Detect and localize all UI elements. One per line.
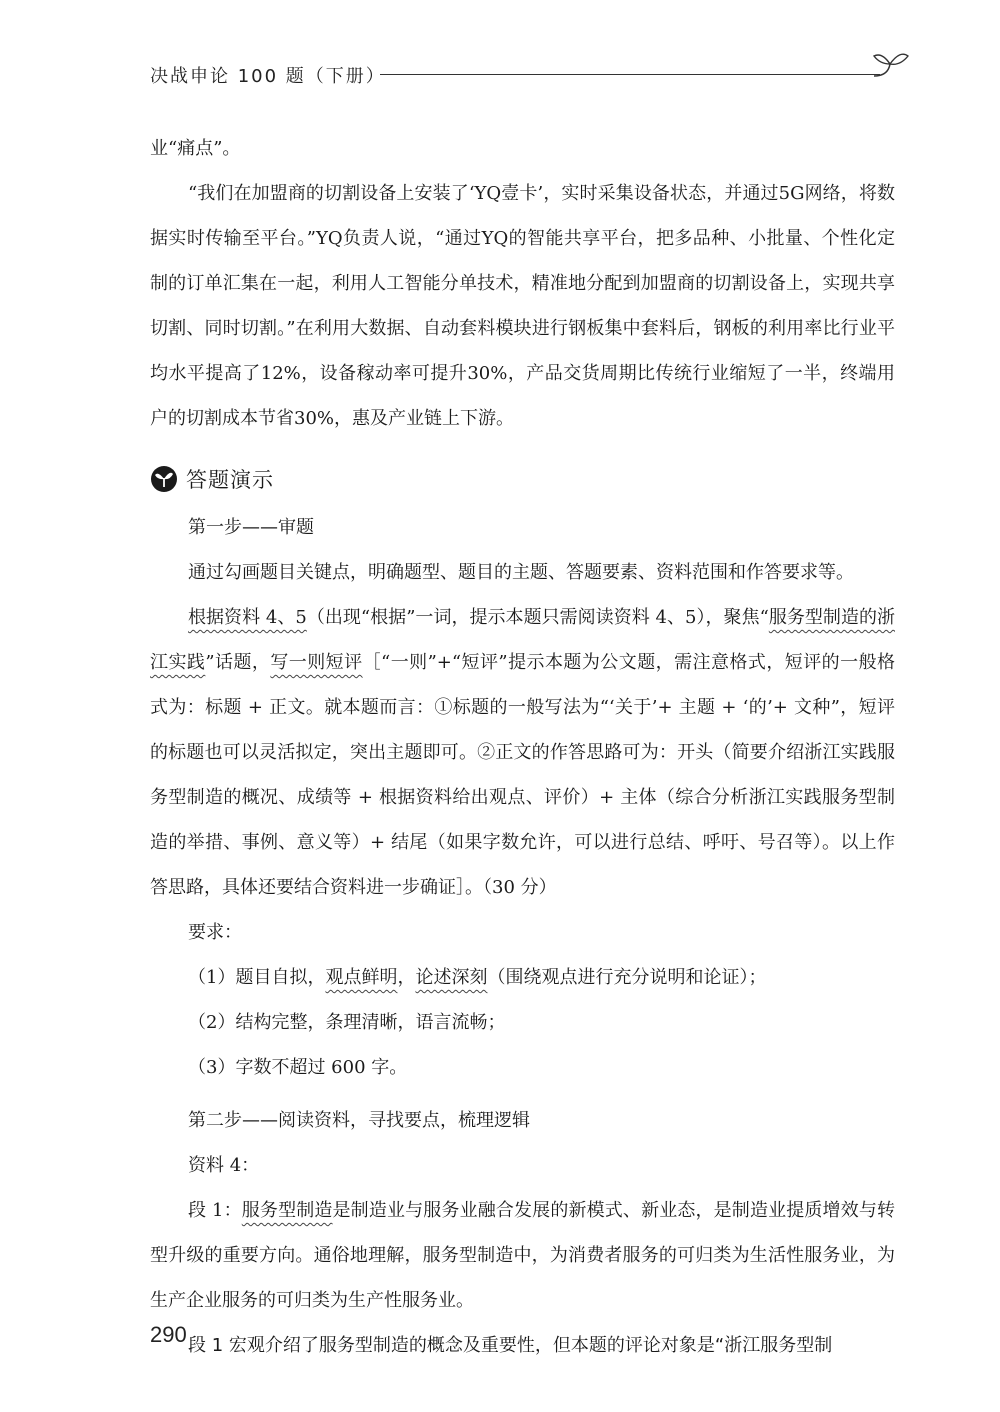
- page-number: 290: [150, 1322, 187, 1347]
- header-rule: [380, 74, 880, 75]
- paragraph-yq-platform: “我们在加盟商的切割设备上安装了‘YQ壹卡’，实时采集设备状态，并通过5G网络，将数据实时传输至平台。”YQ负责人说，“通过YQ的智能共享平台，把多品种、小批量、个性化定制的订单汇集在一起，利用人工智能分单技术，精准地分配到加盟商的切割设备上，实现共享切割、同时切割。”在利用大数据、自动套料模块进行钢板集中套料后，钢板的利用率比行业平均水平提高了12%，设备稼动率可提升30%，产品交货周期比传统行业缩短了一半，终端用户的切割成本节省30%，惠及产业链上下游。: [150, 183, 895, 429]
- keypoint-clear-view: 观点鲜明: [325, 967, 398, 988]
- running-header: [150, 56, 910, 96]
- requirement-2: （2）结构完整，条理清晰，语言流畅；: [188, 1012, 506, 1033]
- keypoint-service-manufacturing: 服务型制造: [241, 1200, 333, 1221]
- step1-title: 第一步——审题: [188, 517, 314, 538]
- sprout-icon: [870, 46, 910, 82]
- requirements-label: 要求：: [188, 922, 242, 943]
- keypoint-material-range: 根据资料 4、5: [188, 607, 307, 628]
- step1-intro: 通过勾画题目关键点，明确题型、题目的主题、答题要素、资料范围和作答要求等。: [188, 562, 854, 583]
- question-text: [150, 595, 895, 910]
- paragraph-label: 段 1：: [188, 1200, 242, 1221]
- section-title: 答题演示: [186, 468, 274, 492]
- question-segment: ”话题，: [205, 652, 271, 673]
- keypoint-deep-argument: 论述深刻: [415, 967, 488, 988]
- leaf-badge-icon: [150, 465, 178, 493]
- question-segment: （出现“根据”一词，提示本题只需阅读资料 4、5），聚焦“: [306, 607, 769, 628]
- page-body: [150, 126, 895, 1368]
- section-heading: [150, 459, 895, 499]
- material-paragraph-1: [150, 1188, 895, 1323]
- book-title: 决战申论 100 题（下册）: [150, 66, 386, 87]
- keypoint-task: 写一则短评: [270, 652, 363, 673]
- requirement-segment: （1）题目自拟，: [188, 967, 326, 988]
- keypoint-topic: 服务型制造的浙江实践: [150, 607, 895, 673]
- step2-title: 第二步——阅读资料，寻找要点，梳理逻辑: [188, 1110, 530, 1131]
- requirement-1: [150, 955, 895, 1000]
- paragraph-continued: 业“痛点”。: [150, 138, 241, 159]
- requirement-segment: （围绕观点进行充分说明和论证）；: [487, 967, 767, 988]
- paragraph-text: 是制造业与服务业融合发展的新模式、新业态，是制造业提质增效与转型升级的重要方向。通俗地理解，服务型制造中，为消费者服务的可归类为生活性服务业，为生产企业服务的可归类为生产性服务业。: [150, 1200, 895, 1311]
- material-label: 资料 4：: [188, 1155, 260, 1176]
- analysis-paragraph: 段 1 宏观介绍了服务型制造的概念及重要性，但本题的评论对象是“浙江服务型制: [188, 1335, 833, 1356]
- requirement-segment: ，: [397, 967, 416, 988]
- requirement-3: （3）字数不超过 600 字。: [188, 1057, 408, 1078]
- question-analysis: ［“一则”+“短评”提示本题为公文题，需注意格式，短评的一般格式为：标题 + 正文。就本题而言：①标题的一般写法为“‘关于’+ 主题 + ‘的’+ 文种”，短评的标题也可以灵活拟定，突出主题即可。②正文的作答思路可为：开头（简要介绍浙江实践服务型制造的概况、成绩等 + 根据资料给出观点、评价）+ 主体（综合分析浙江实践服务型制造的举措、事例、意义等）+ 结尾（如果字数允许，可以进行总结、呼吁、号召等）。以上作答思路，具体还要结合资料进一步确证］。（30 分）: [150, 652, 896, 898]
